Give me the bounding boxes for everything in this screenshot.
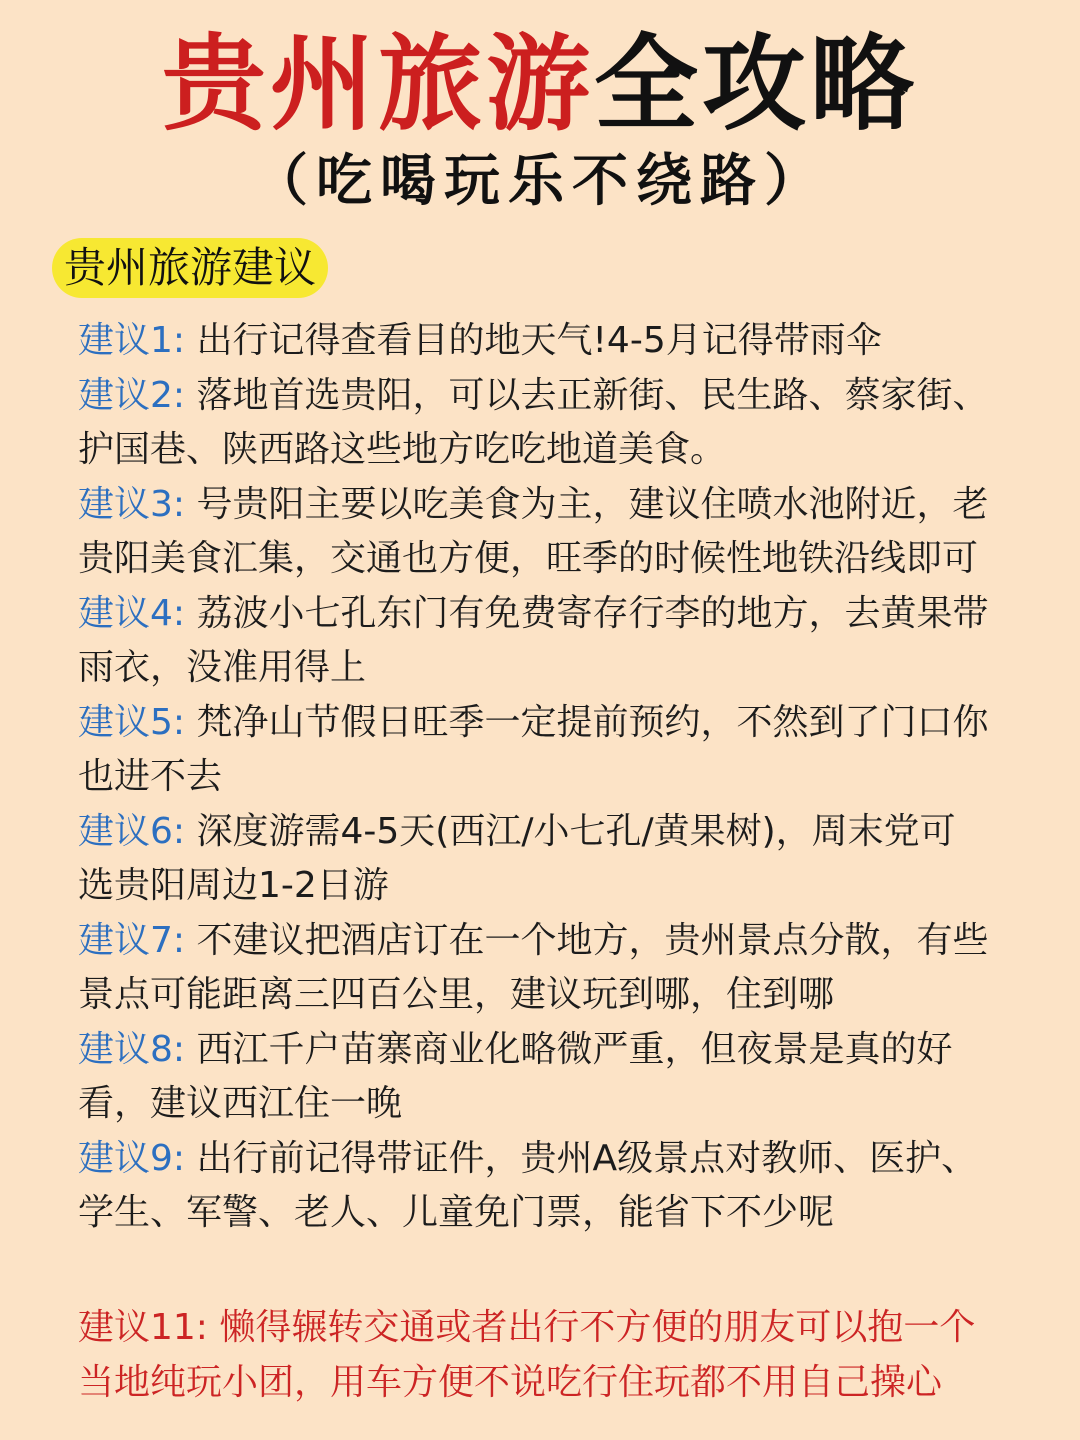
title-red-part: 贵州旅游 (161, 23, 594, 145)
page-subtitle: （吃喝玩乐不绕路） (252, 149, 828, 214)
tip-label: 建议6: (78, 810, 186, 852)
tip-1 (78, 314, 1054, 369)
tip-8 (78, 1023, 1054, 1132)
section-tag: 贵州旅游建议 (52, 238, 328, 298)
tip-text-continued: 景点可能距离三四百公里，建议玩到哪，住到哪 (78, 974, 835, 1015)
tips-list (78, 314, 1054, 1241)
tip-3 (78, 478, 1054, 587)
tip-text-continued: 选贵阳周边1-2日游 (78, 865, 389, 906)
tip-text: 荔波小七孔东门有免费寄存行李的地方，去黄果带 (185, 592, 989, 634)
tip-text: 不建议把酒店订在一个地方，贵州景点分散，有些 (185, 919, 989, 961)
tip-text-continued: 学生、军警、老人、儿童免门票，能省下不少呢 (78, 1192, 835, 1233)
tip-text: 出行前记得带证件，贵州A级景点对教师、医护、 (185, 1137, 978, 1179)
tip-4 (78, 587, 1054, 696)
tip-text-continued: 雨衣，没准用得上 (78, 647, 367, 688)
tip-text: 号贵阳主要以吃美食为主，建议住喷水池附近，老 (185, 483, 989, 525)
tip-text-continued: 护国巷、陕西路这些地方吃吃地道美食。 (78, 429, 727, 470)
highlight-line-2: 当地纯玩小团，用车方便不说吃行住玩都不用自己操心 (78, 1362, 943, 1403)
tip-text-continued: 看，建议西江住一晚 (78, 1083, 403, 1124)
tip-text-continued: 贵阳美食汇集，交通也方便，旺季的时候性地铁沿线即可 (78, 538, 979, 579)
tip-label: 建议8: (78, 1028, 186, 1070)
tip-5 (78, 696, 1054, 805)
tip-9 (78, 1132, 1054, 1241)
highlight-line-1: 建议11: 懒得辗转交通或者出行不方便的朋友可以抱一个 (78, 1307, 976, 1348)
page-title (0, 22, 1080, 146)
tip-label: 建议7: (78, 919, 186, 961)
tip-text: 深度游需4-5天(西江/小七孔/黄果树)，周末党可 (185, 810, 956, 852)
tip-6 (78, 805, 1054, 914)
tip-text: 梵净山节假日旺季一定提前预约，不然到了门口你 (185, 701, 989, 743)
tip-label: 建议5: (78, 701, 186, 743)
tip-text: 出行记得查看目的地天气!4-5月记得带雨伞 (185, 320, 882, 361)
tip-label: 建议9: (78, 1137, 186, 1179)
tip-2 (78, 369, 1054, 478)
tip-7 (78, 914, 1054, 1023)
tip-label: 建议4: (78, 592, 186, 634)
tip-text-continued: 也进不去 (78, 756, 223, 797)
highlight-tip (78, 1300, 1054, 1410)
tip-label: 建议1: (78, 320, 186, 361)
tip-text: 西江千户苗寨商业化略微严重，但夜景是真的好 (185, 1028, 953, 1070)
tip-label: 建议3: (78, 483, 186, 525)
tip-label: 建议2: (78, 374, 186, 416)
tip-text: 落地首选贵阳，可以去正新街、民生路、蔡家街、 (185, 374, 989, 416)
title-black-part: 全攻略 (594, 23, 919, 145)
